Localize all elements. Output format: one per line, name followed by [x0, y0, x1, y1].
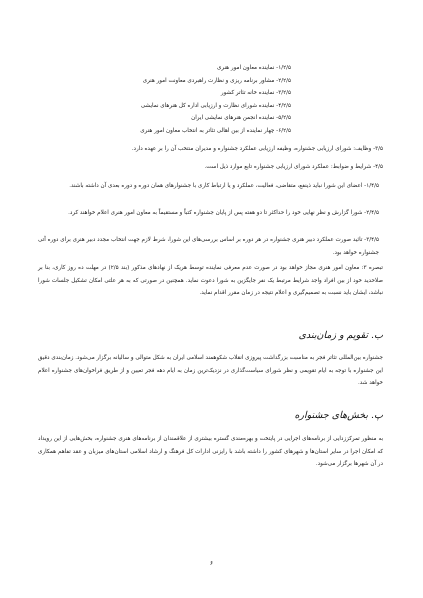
- section-b-body: جشنواره بین‌المللی تئاتر فجر به مناسبت بزرگداشت پیروزی انقلاب شکوهمند اسلامی ایران به شکل متوالی و سالیانه برگزار می‌شود. زمان‌بندی دقیق این جشنواره با توجه به ایام تقویمی و نظر شورای سیاست‌گذاری در نزدیک‌ترین زمان به ایام دهه فجر تعیین و از طریق فراخوان‌های جشنواره اعلام خواهد شد.: [38, 355, 383, 386]
- note-paragraph: تبصره ۳: معاون امور هنری مجاز خواهد بود در صورت عدم معرفی نماینده توسط هریک از نهادهای مذکور (بند ۲/۵) در مهلت ده روز کاری، بنا بر صلاحدید خود از بین افراد واجد شرایط مرتبط یک نفر جایگزین به شورا دعوت نماید. همچنین در صورتی که به هر علتی امکان تشکیل جلسات شورا نباشد، ایشان باید نسبت به تصمیم‌گیری و اعلام نتیجه در زمان مقرر اقدام نماید.: [38, 265, 383, 296]
- sub-item-2: ۲/۴/۵- شورا گزارش و نظر نهایی خود را حداکثر تا دو هفته پس از پایان جشنواره کتباً و مستقیماً به معاون امور هنری اعلام خواهند کرد.: [68, 210, 379, 216]
- section-c-body: به منظور تمرکززدایی از برنامه‌های اجرایی در پایتخت و بهره‌مندی گستره بیشتری از علاقمندان از برنامه‌های هنری جشنواره، بخش‌هایی از این رویداد که امکان اجرا در سایر استان‌ها و شهرهای کشور را داشته باشد با رایزنی ادارات کل فرهنگ و ارشاد اسلامی استان‌های میزبان و عقد تفاهم همکاری در آن شهرها برگزار می‌شود.: [38, 436, 383, 467]
- list-item: ۱/۲/۵- نماینده معاون امور هنری: [217, 65, 291, 71]
- page-number: ۶: [209, 560, 214, 567]
- list-item: ۶/۲/۵- چهار نماینده از بین اهالی تئاتر به انتخاب معاون امور هنری: [140, 127, 291, 134]
- section-c-heading: پ. بخش‌های جشنواره: [294, 410, 383, 421]
- section-b-heading: ب. تقویم و زمان‌بندی: [298, 330, 383, 341]
- sub-item-1: ۱/۴/۵- اعضای این شورا نباید ذینفع، متقاضی، فعالیت، عملکرد و یا ارتباط کاری با جشنوارهای همان دوره و دوره بعدی آن داشته باشند.: [69, 183, 379, 189]
- list-item: ۴/۲/۵- نماینده شورای نظارت و ارزیابی اداره کل هنرهای نمایشی: [140, 102, 291, 109]
- committee-member-list: [31, 62, 291, 137]
- list-item: ۲/۲/۵- مشاور برنامه ریزی و نظارت راهبردی معاونت امور هنری: [142, 77, 291, 84]
- sub-item-3: ۳/۴/۵- تائید صورت عملکرد دبیر هنری جشنواره در هر دوره بر اساس بررسی‌های این شورا، شرط لازم جهت انتخاب مجدد دبیر هنری برای دوره آتی جشنواره خواهد بود.: [38, 237, 379, 256]
- conditions-paragraph: ۴/۵- شرایط و ضوابط: عملکرد شورای ارزیابی جشنواره تابع موارد ذیل است.: [204, 164, 383, 170]
- list-item: ۵/۲/۵- نماینده انجمن هنرهای نمایشی ایران: [191, 115, 291, 121]
- list-item: ۳/۲/۵- نماینده خانه تئاتر کشور: [220, 90, 291, 96]
- duties-paragraph: ۳/۵- وظایف: شورای ارزیابی جشنواره، وظیفه ارزیابی عملکرد جشنواره و مدیران منتخب آن را بر عهده دارد.: [131, 146, 383, 152]
